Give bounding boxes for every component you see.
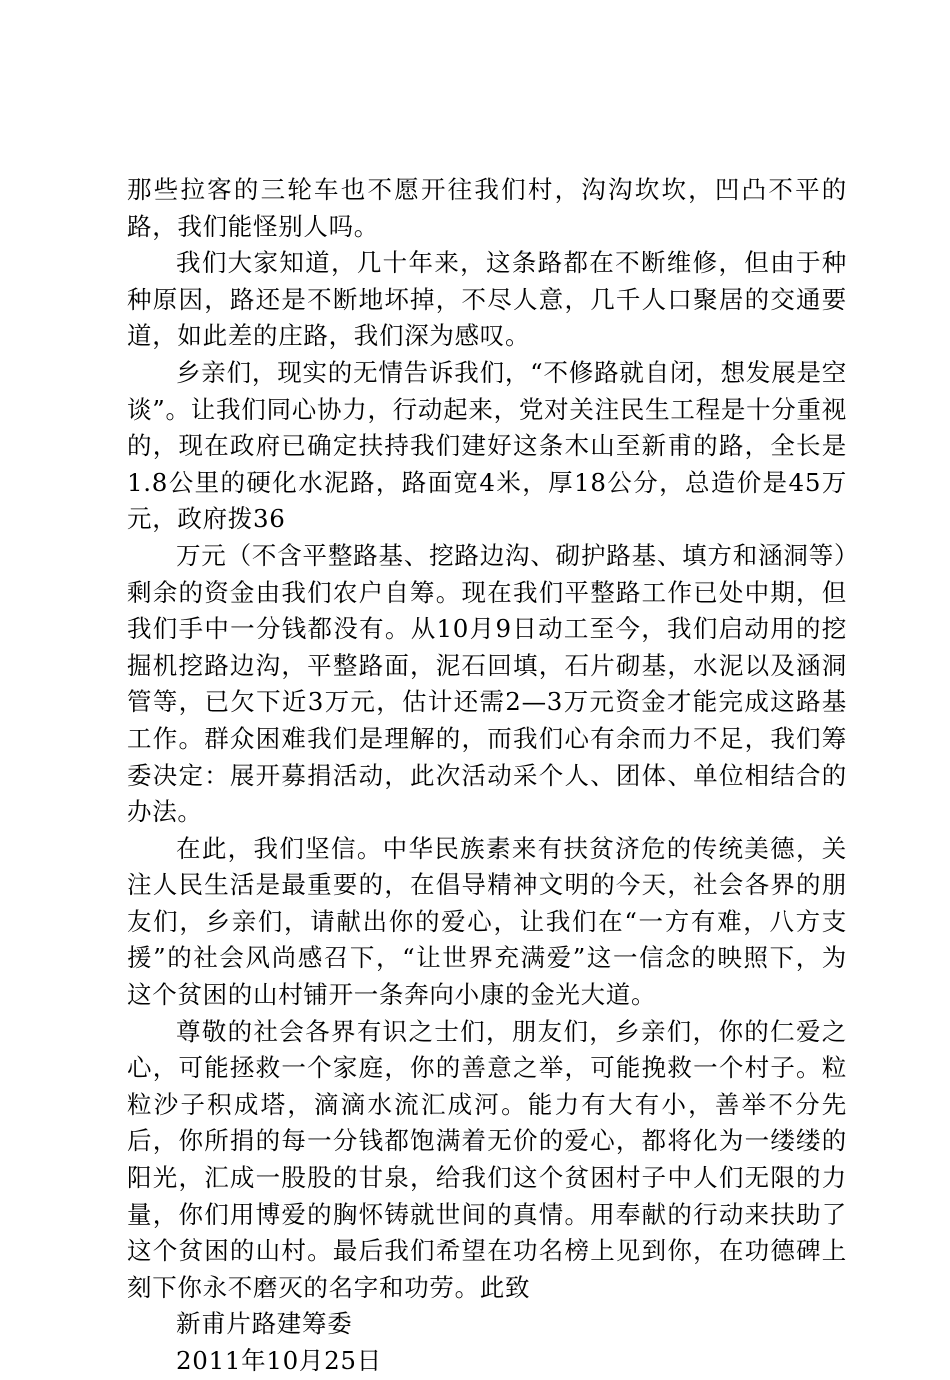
letter-body xyxy=(127,172,847,1380)
paragraph-4: 万元（不含平整路基、挖路边沟、砌护路基、填方和涵洞等）剩余的资金由我们农户自筹。现在我们平整路工作已处中期，但我们手中一分钱都没有。从10月9日动工至今，我们启动用的挖掘机挖路边沟，平整路面，泥石回填，石片砌基，水泥以及涵洞管等，已欠下近3万元，估计还需2—3万元资金才能完成这路基工作。群众困难我们是理解的，而我们心有余而力不足，我们筹委决定：展开募捐活动，此次活动采个人、团体、单位相结合的办法。 xyxy=(127,540,847,827)
paragraph-2: 我们大家知道，几十年来，这条路都在不断维修，但由于种种原因，路还是不断地坏掉，不尽人意，几千人口聚居的交通要道，如此差的庄路，我们深为感叹。 xyxy=(127,248,847,351)
paragraph-3: 乡亲们，现实的无情告诉我们，“不修路就自闭，想发展是空谈”。让我们同心协力，行动起来，党对关注民生工程是十分重视的，现在政府已确定扶持我们建好这条木山至新甫的路，全长是1.8公里的硬化水泥路，路面宽4米，厚18公分，总造价是45万元，政府拨36 xyxy=(127,357,847,534)
paragraph-1: 那些拉客的三轮车也不愿开往我们村，沟沟坎坎，凹凸不平的路，我们能怪别人吗。 xyxy=(127,175,847,241)
paragraph-6: 尊敬的社会各界有识之士们，朋友们，乡亲们，你的仁爱之心，可能拯救一个家庭，你的善意之举，可能挽救一个村子。粒粒沙子积成塔，滴滴水流汇成河。能力有大有小，善举不分先后，你所捐的每一分钱都饱满着无价的爱心，都将化为一缕缕的阳光，汇成一股股的甘泉，给我们这个贫困村子中人们无限的力量，你们用博爱的胸怀铸就世间的真情。用奉献的行动来扶助了这个贫困的山村。最后我们希望在功名榜上见到你，在功德碑上刻下你永不磨灭的名字和功劳。此致 xyxy=(127,1016,847,1302)
signature-date: 2011年10月25日 xyxy=(176,1346,382,1375)
signature-committee: 新甫片路建筹委 xyxy=(176,1309,353,1339)
paragraph-5: 在此，我们坚信。中华民族素来有扶贫济危的传统美德，关注人民生活是最重要的，在倡导精神文明的今天，社会各界的朋友们，乡亲们，请献出你的爱心，让我们在“一方有难，八方支援”的社会风尚感召下，“让世界充满爱”这一信念的映照下，为这个贫困的山村铺开一条奔向小康的金光大道。 xyxy=(127,833,847,1010)
